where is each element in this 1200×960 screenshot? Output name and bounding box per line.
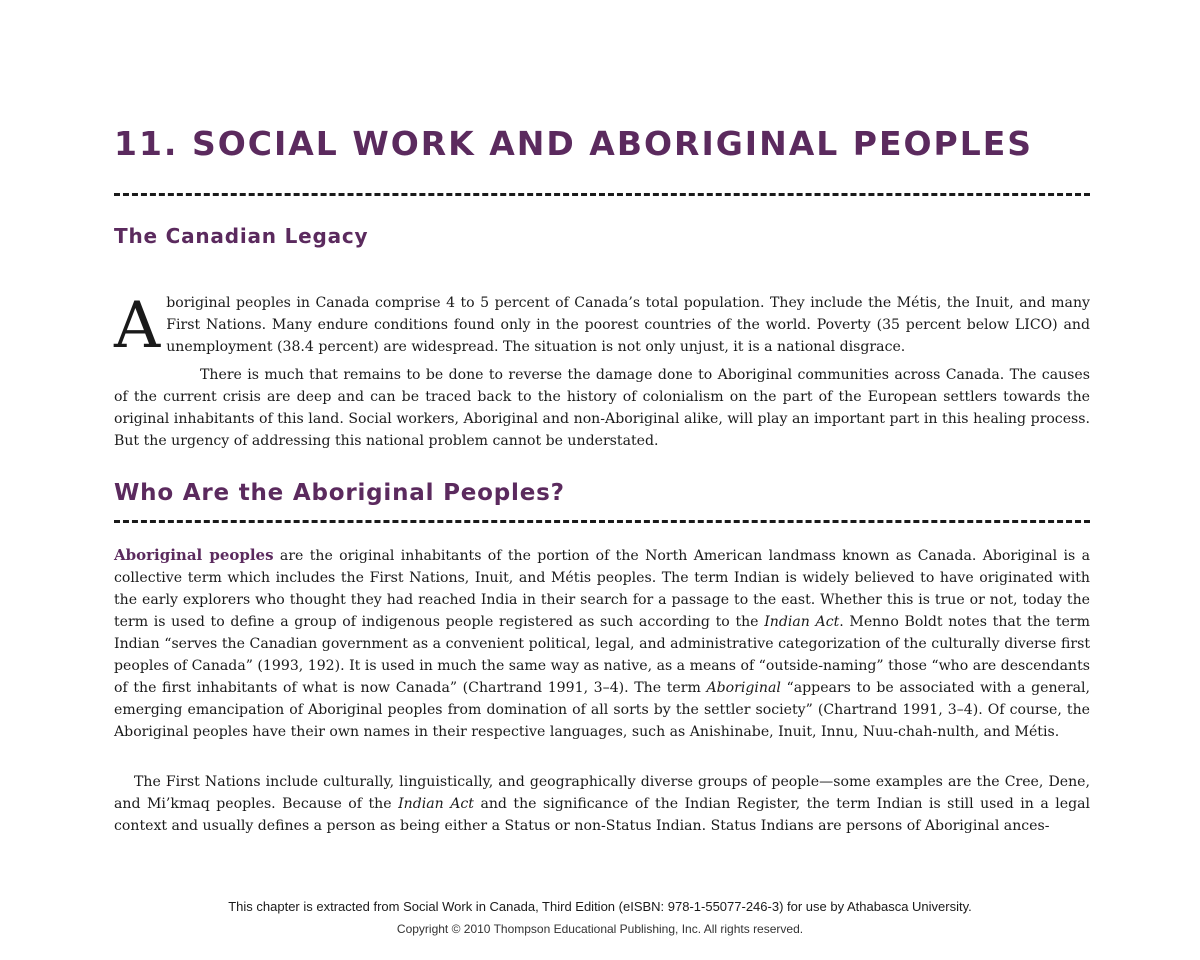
definition-paragraph: Aboriginal peoples are the original inhabitants of the portion of the North American landmass known as Canada. Aboriginal is a collective term which includes the First Nations, Inuit, and Métis peoples. The term Indian is widely believed to have originated with the early explorers who thought they had reached India in their search for a passage to the east. Whether this is true or not, today the term is used to define a group of indigenous people registered as such according to the Indian Act. Menno Boldt notes that the term Indian “serves the Canadian government as a convenient political, legal, and administrative categorization of the culturally diverse first peoples of Canada” (1993, 192). It is used in much the same way as native, as a means of “outside-naming” those “who are descendants of the first inhabitants of what is now Canada” (Chartrand 1991, 3–4). The term Aboriginal “appears to be associated with a general, emerging emancipation of Aboriginal peoples from domination of all sorts by the settler society” (Chartrand 1991, 3–4). Of course, the Aboriginal peoples have their own names in their respective languages, such as Anishinabe, Inuit, Innu, Nuu-chah-nulth, and Métis.	[114, 546, 1091, 740]
intro-paragraph	[114, 289, 1090, 363]
body-paragraph	[114, 364, 1090, 452]
italic-term: Aboriginal	[706, 680, 781, 696]
chapter-title: 11. SOCIAL WORK AND ABORIGINAL PEOPLES	[114, 124, 1034, 163]
drop-cap: A	[114, 289, 161, 363]
italic-act-title: Indian Act	[764, 614, 840, 630]
section-heading-canadian-legacy: The Canadian Legacy	[114, 224, 369, 248]
title-divider	[114, 193, 1090, 196]
section-divider	[114, 520, 1090, 523]
italic-act-title-2: Indian Act	[398, 796, 474, 812]
key-term: Aboriginal peoples	[114, 546, 274, 564]
intro-paragraph-text: boriginal peoples in Canada comprise 4 to 5 percent of Canada’s total population. They include the Métis, the Inuit, and many First Nations. Many endure conditions found only in the poorest countries of the world. Poverty (35 percent below LICO) and unemployment (38.4 percent) are widespread. The situation is not only unjust, it is a national disgrace.	[166, 295, 1090, 355]
section-heading-who-are: Who Are the Aboriginal Peoples?	[114, 480, 565, 506]
body-paragraph-text: There is much that remains to be done to reverse the damage done to Aboriginal communities across Canada. The causes of the current crisis are deep and can be traced back to the history of colonialism on the part of the European settlers towards the original inhabitants of this land. Social workers, Aboriginal and non-Aboriginal alike, will play an important part in this healing process. But the urgency of addressing this national problem cannot be understated.	[114, 367, 1090, 449]
page	[114, 0, 1090, 960]
first-nations-paragraph: The First Nations include culturally, linguistically, and geographically diverse groups of people—some examples are the Cree, Dene, and Mi’kmaq peoples. Because of the Indian Act and the significance of the Indian Register, the term Indian is still used in a legal context and usually defines a person as being either a Status or non-Status Indian. Status Indians are persons of Aboriginal ances-	[114, 774, 1090, 834]
footer-copyright: Copyright © 2010 Thompson Educational Publishing, Inc. All rights reserved.	[396, 922, 804, 936]
footer-source-note: This chapter is extracted from Social Work in Canada, Third Edition (eISBN: 978-1-55077-246-3) for use by Athabasca University.	[228, 899, 972, 914]
